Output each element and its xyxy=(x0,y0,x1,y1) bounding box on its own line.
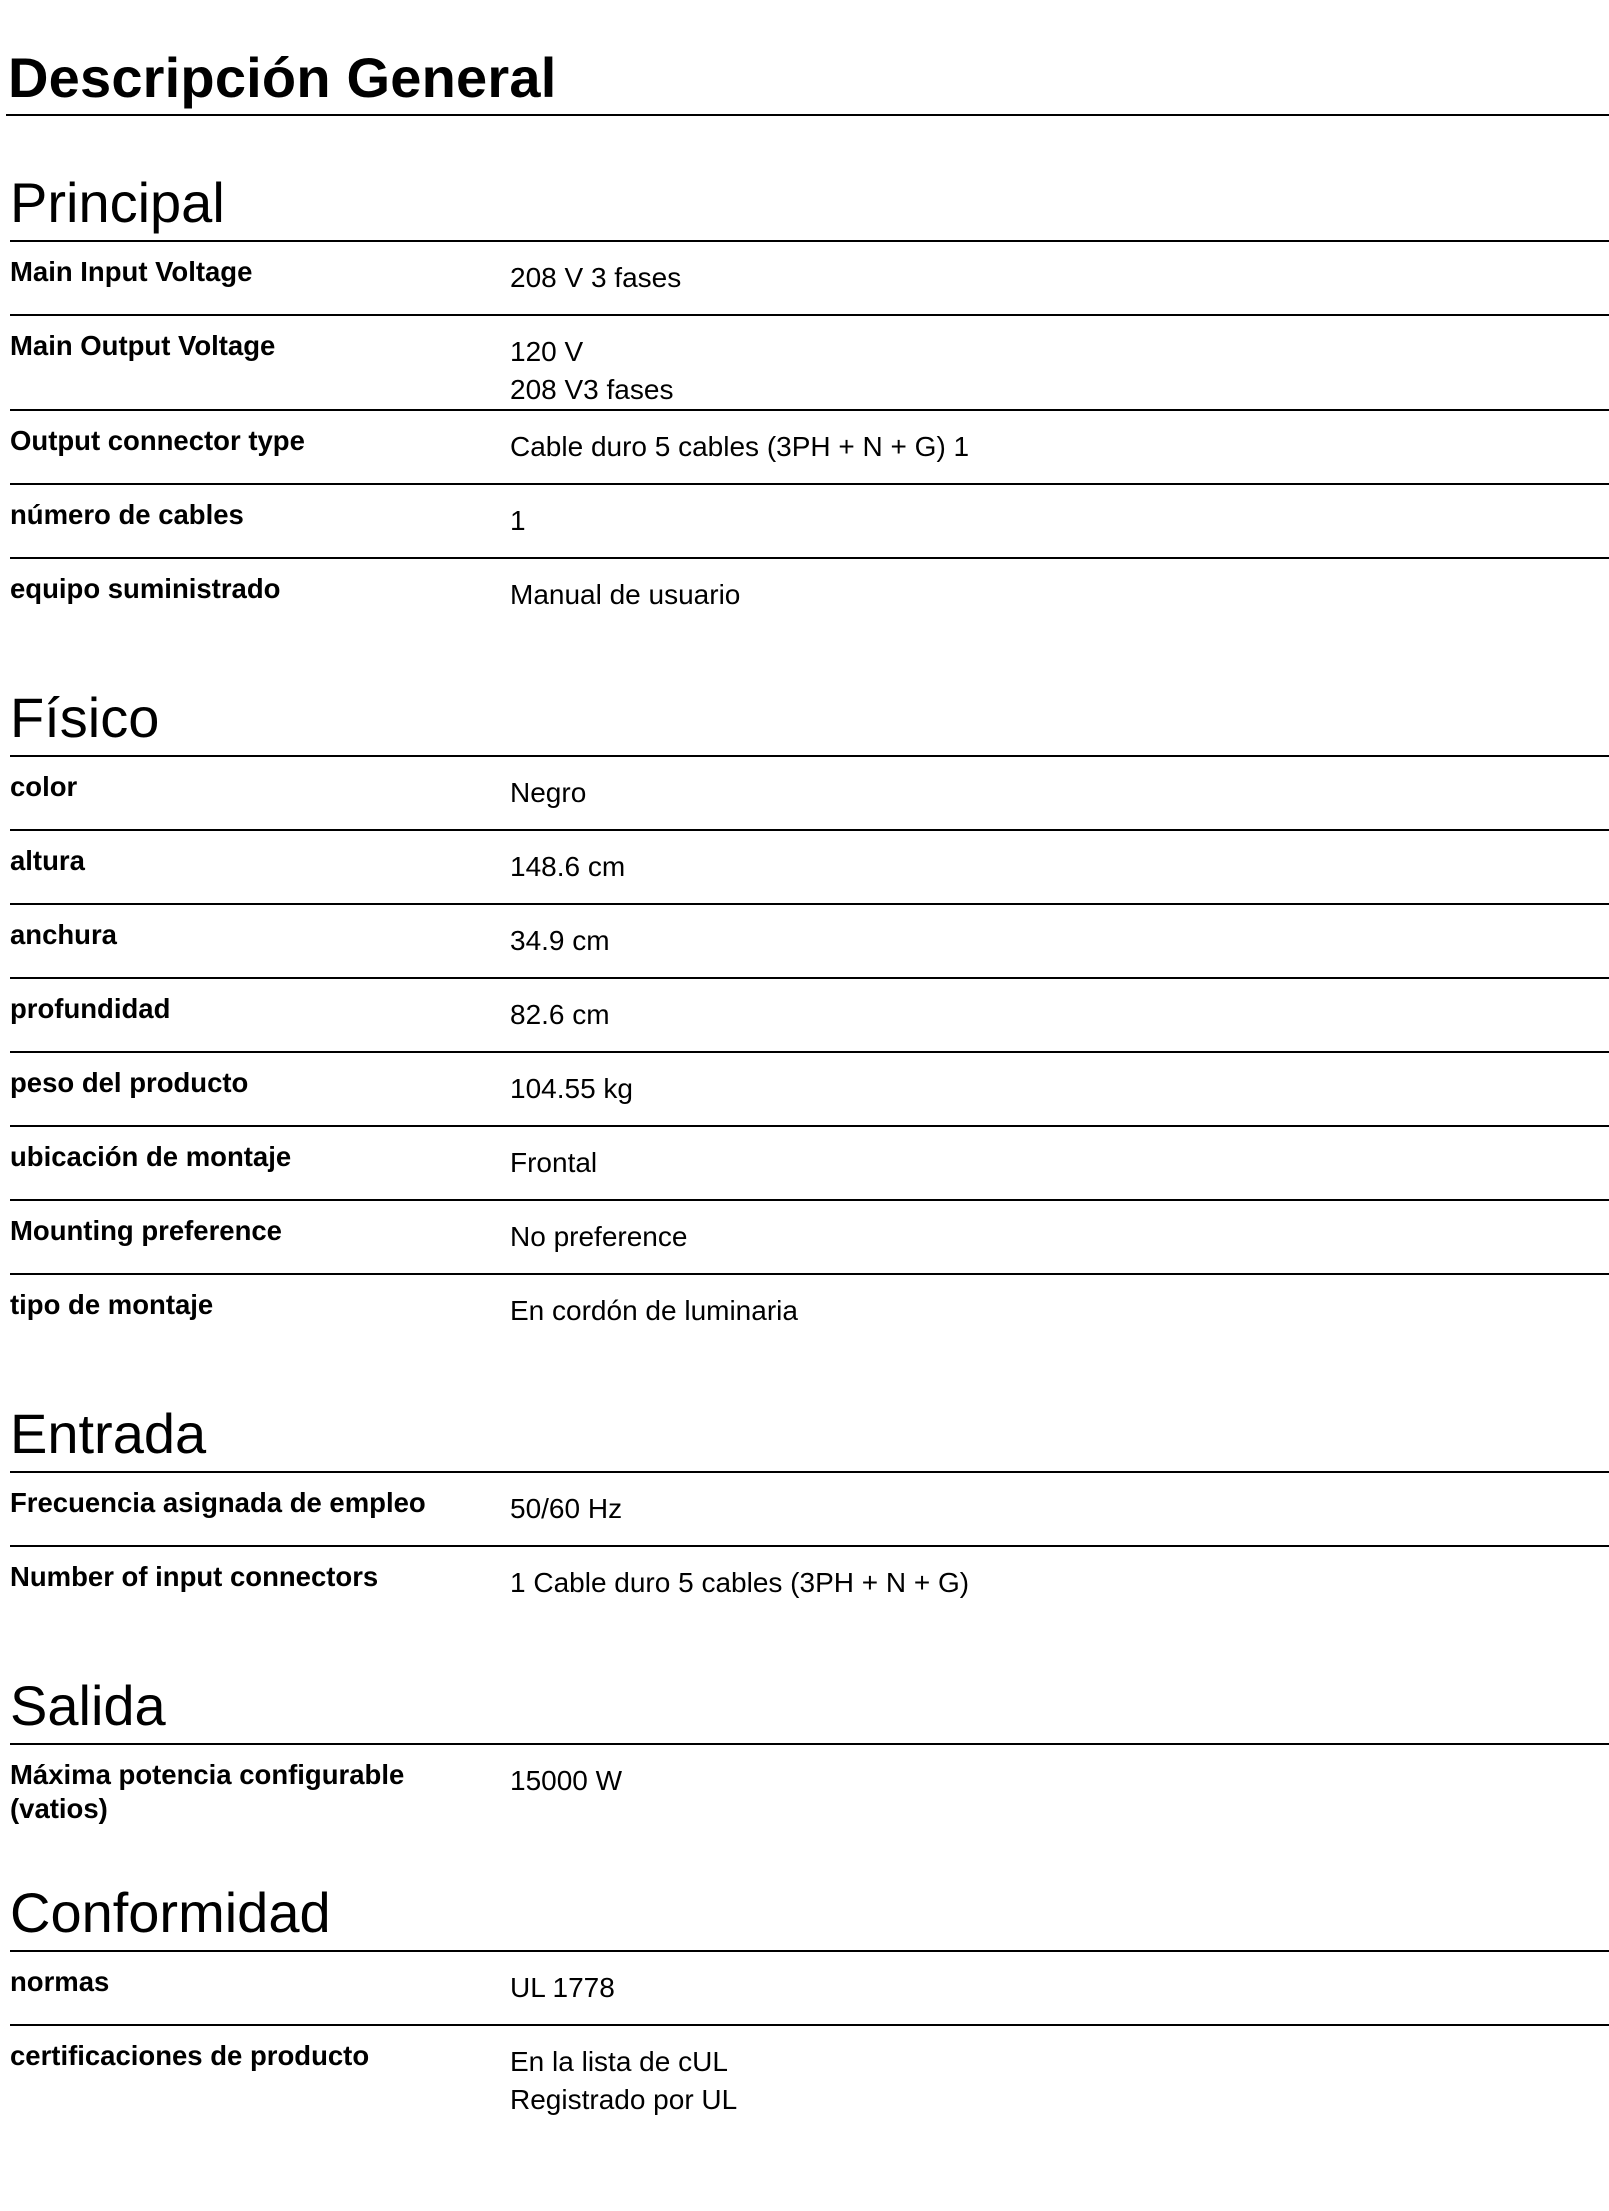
spec-row xyxy=(10,314,1609,409)
spec-table xyxy=(10,755,1609,1347)
spec-table xyxy=(10,1950,1609,2119)
section-gap xyxy=(10,1826,1609,1880)
spec-table xyxy=(10,1471,1609,1619)
section-title: Salida xyxy=(10,1674,166,1737)
spec-label: Number of input connectors xyxy=(10,1561,379,1592)
spec-table xyxy=(10,1743,1609,1826)
spec-section xyxy=(10,685,1609,1401)
spec-value: 148.6 cm xyxy=(510,851,626,882)
spec-content xyxy=(10,170,1609,2119)
spec-row xyxy=(10,1051,1609,1125)
title-divider xyxy=(6,114,1609,116)
spec-label: peso del producto xyxy=(10,1067,249,1098)
spec-label: Mounting preference xyxy=(10,1215,282,1246)
section-title: Físico xyxy=(10,686,160,749)
spec-value: Cable duro 5 cables (3PH + N + G) 1 xyxy=(510,431,970,462)
spec-row xyxy=(10,977,1609,1051)
spec-section xyxy=(10,1673,1609,1880)
spec-row xyxy=(10,409,1609,483)
spec-row xyxy=(10,2024,1609,2119)
spec-label: certificaciones de producto xyxy=(10,2040,370,2071)
spec-label: Main Output Voltage xyxy=(10,330,276,361)
section-title: Principal xyxy=(10,171,225,234)
spec-value: UL 1778 xyxy=(510,1972,615,2003)
spec-section xyxy=(10,1401,1609,1673)
spec-section xyxy=(10,1880,1609,2119)
spec-label: color xyxy=(10,771,78,802)
spec-label: profundidad xyxy=(10,993,171,1024)
spec-value: 15000 W xyxy=(510,1765,623,1796)
spec-label: equipo suministrado xyxy=(10,573,281,604)
spec-row xyxy=(10,1199,1609,1273)
spec-value: No preference xyxy=(510,1221,688,1252)
section-gap xyxy=(10,1619,1609,1673)
spec-label: Main Input Voltage xyxy=(10,256,253,287)
spec-value: 82.6 cm xyxy=(510,999,610,1030)
spec-row xyxy=(10,1473,1609,1545)
spec-row xyxy=(10,1745,1609,1826)
spec-label: Máxima potencia configurable (vatios) xyxy=(10,1759,405,1824)
spec-table xyxy=(10,240,1609,631)
spec-row xyxy=(10,903,1609,977)
spec-label: anchura xyxy=(10,919,117,950)
spec-value: 120 V 208 V3 fases xyxy=(510,336,674,405)
spec-label: ubicación de montaje xyxy=(10,1141,292,1172)
spec-row xyxy=(10,1545,1609,1619)
section-title: Conformidad xyxy=(10,1881,331,1944)
section-gap xyxy=(10,631,1609,685)
spec-value: 1 xyxy=(510,505,526,536)
spec-label: altura xyxy=(10,845,85,876)
page-title: Descripción General xyxy=(8,46,557,109)
spec-value: 50/60 Hz xyxy=(510,1493,623,1524)
spec-value: 34.9 cm xyxy=(510,925,610,956)
spec-value: En la lista de cUL Registrado por UL xyxy=(510,2046,738,2115)
spec-row xyxy=(10,829,1609,903)
spec-row xyxy=(10,557,1609,631)
spec-row xyxy=(10,1273,1609,1347)
spec-label: Output connector type xyxy=(10,425,305,456)
section-gap xyxy=(10,1347,1609,1401)
spec-value: Frontal xyxy=(510,1147,598,1178)
spec-section xyxy=(10,170,1609,685)
spec-row xyxy=(10,242,1609,314)
spec-value: Negro xyxy=(510,777,587,808)
spec-value: Manual de usuario xyxy=(510,579,741,610)
spec-value: 208 V 3 fases xyxy=(510,262,682,293)
spec-row xyxy=(10,483,1609,557)
spec-row xyxy=(10,1952,1609,2024)
spec-label: normas xyxy=(10,1966,110,1997)
spec-value: En cordón de luminaria xyxy=(510,1295,798,1326)
spec-row xyxy=(10,1125,1609,1199)
spec-label: número de cables xyxy=(10,499,244,530)
spec-label: tipo de montaje xyxy=(10,1289,214,1320)
spec-value: 104.55 kg xyxy=(510,1073,633,1104)
spec-label: Frecuencia asignada de empleo xyxy=(10,1487,426,1518)
spec-value: 1 Cable duro 5 cables (3PH + N + G) xyxy=(510,1567,970,1598)
section-title: Entrada xyxy=(10,1402,207,1465)
spec-row xyxy=(10,757,1609,829)
